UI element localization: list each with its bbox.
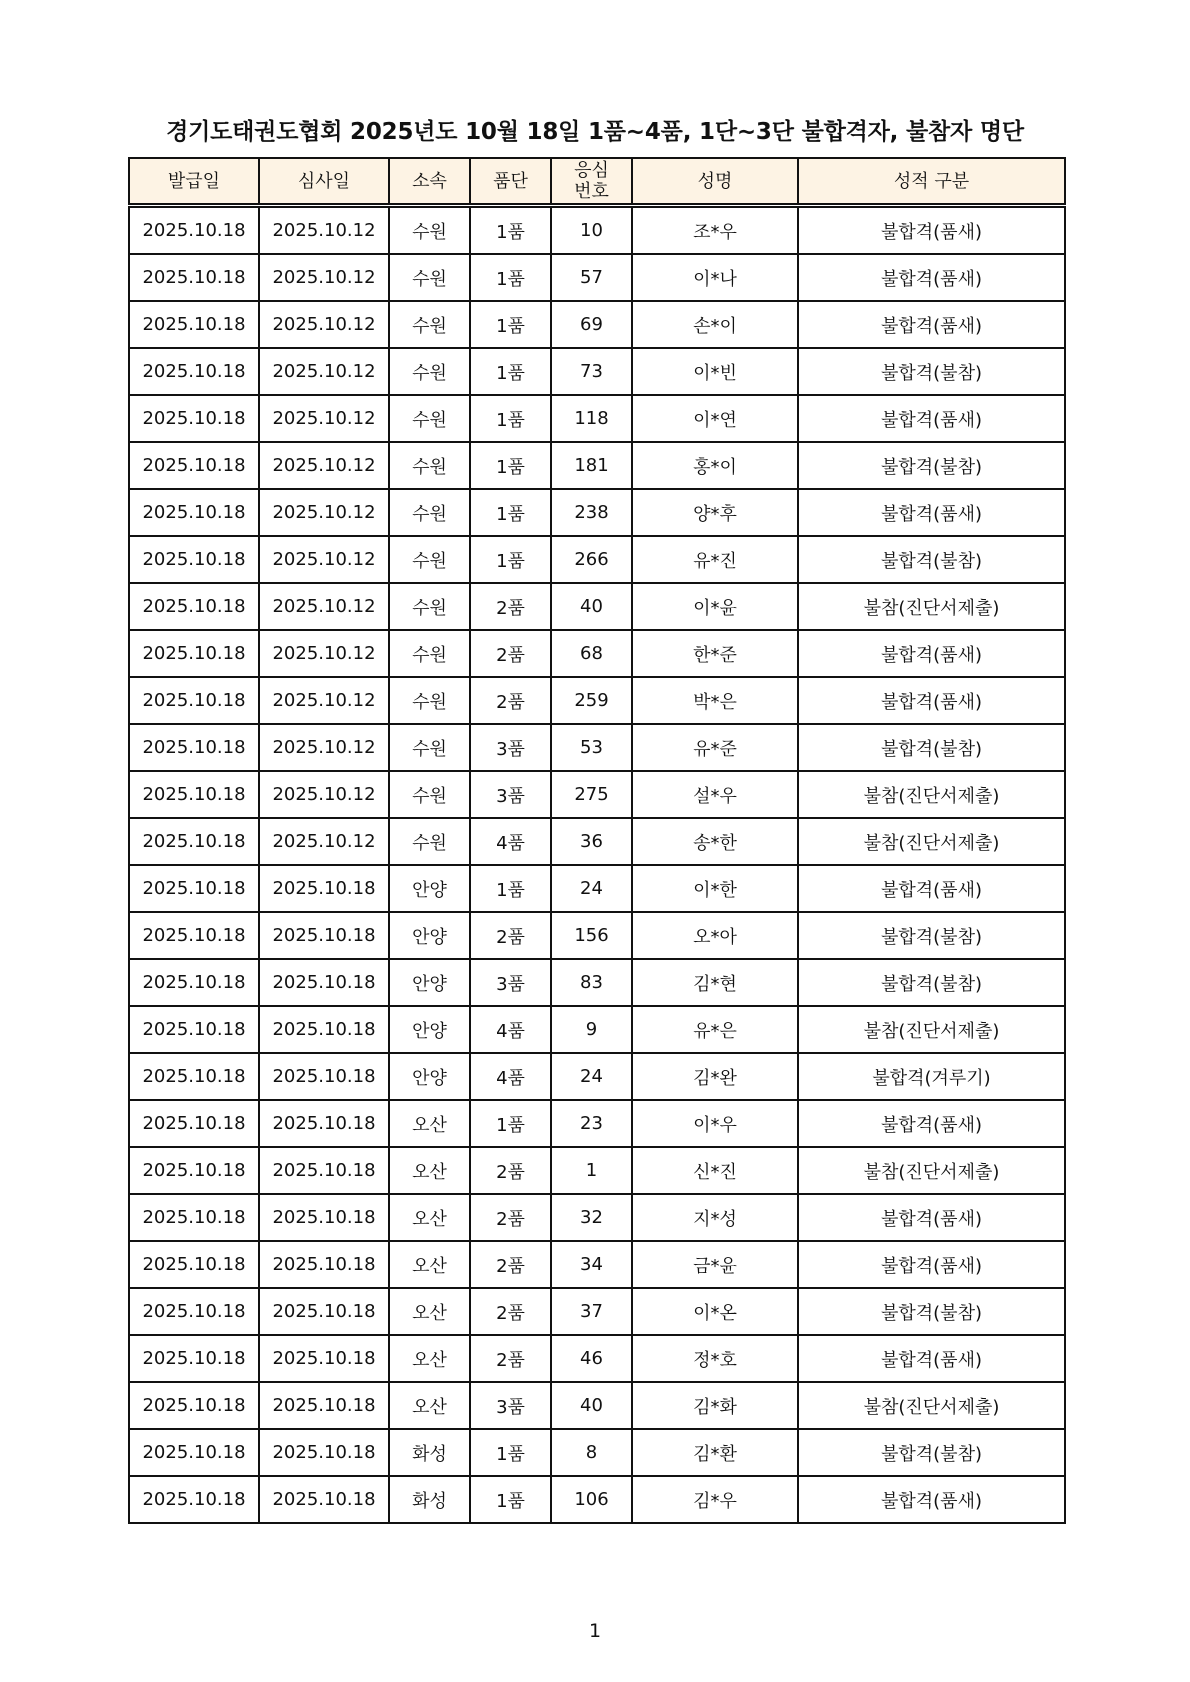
cell-name: 김*현 [632, 959, 798, 1006]
cell-name: 설*우 [632, 771, 798, 818]
cell-exam-date: 2025.10.18 [259, 1476, 389, 1523]
header-name: 성명 [632, 158, 798, 206]
cell-branch: 수원 [389, 630, 470, 677]
cell-branch: 안양 [389, 912, 470, 959]
table-row [129, 1335, 1065, 1382]
cell-exam-number: 53 [551, 724, 632, 771]
table-row [129, 583, 1065, 630]
cell-branch: 오산 [389, 1100, 470, 1147]
cell-exam-number: 106 [551, 1476, 632, 1523]
cell-rank: 2품 [470, 1288, 551, 1335]
cell-branch: 수원 [389, 348, 470, 395]
cell-result: 불합격(불참) [798, 1429, 1065, 1476]
header-rank: 품단 [470, 158, 551, 206]
cell-exam-date: 2025.10.18 [259, 1053, 389, 1100]
cell-exam-date: 2025.10.18 [259, 1429, 389, 1476]
cell-exam-number: 69 [551, 301, 632, 348]
cell-name: 손*이 [632, 301, 798, 348]
cell-name: 이*빈 [632, 348, 798, 395]
cell-rank: 3품 [470, 1382, 551, 1429]
cell-result: 불합격(품새) [798, 1100, 1065, 1147]
cell-rank: 3품 [470, 724, 551, 771]
cell-exam-number: 24 [551, 1053, 632, 1100]
cell-rank: 2품 [470, 1147, 551, 1194]
table-row [129, 1476, 1065, 1523]
cell-name: 김*완 [632, 1053, 798, 1100]
cell-name: 지*성 [632, 1194, 798, 1241]
cell-result: 불참(진단서제출) [798, 818, 1065, 865]
cell-rank: 4품 [470, 1053, 551, 1100]
cell-name: 조*우 [632, 206, 798, 255]
cell-exam-number: 238 [551, 489, 632, 536]
cell-rank: 1품 [470, 1100, 551, 1147]
cell-branch: 수원 [389, 771, 470, 818]
cell-name: 이*나 [632, 254, 798, 301]
cell-name: 양*후 [632, 489, 798, 536]
cell-name: 이*윤 [632, 583, 798, 630]
table-row [129, 1288, 1065, 1335]
cell-exam-date: 2025.10.12 [259, 818, 389, 865]
cell-rank: 1품 [470, 865, 551, 912]
cell-name: 신*진 [632, 1147, 798, 1194]
cell-exam-date: 2025.10.12 [259, 395, 389, 442]
cell-exam-date: 2025.10.12 [259, 348, 389, 395]
cell-rank: 1품 [470, 348, 551, 395]
table-row [129, 865, 1065, 912]
cell-exam-date: 2025.10.18 [259, 865, 389, 912]
cell-result: 불참(진단서제출) [798, 771, 1065, 818]
table-row [129, 724, 1065, 771]
cell-rank: 2품 [470, 912, 551, 959]
cell-exam-date: 2025.10.12 [259, 301, 389, 348]
cell-branch: 수원 [389, 677, 470, 724]
cell-exam-number: 37 [551, 1288, 632, 1335]
table-row [129, 254, 1065, 301]
cell-exam-number: 10 [551, 206, 632, 255]
header-row [129, 158, 1065, 206]
cell-exam-number: 40 [551, 583, 632, 630]
cell-name: 유*은 [632, 1006, 798, 1053]
table-row [129, 677, 1065, 724]
cell-branch: 안양 [389, 1053, 470, 1100]
cell-name: 이*한 [632, 865, 798, 912]
cell-issue-date: 2025.10.18 [129, 1429, 259, 1476]
cell-exam-number: 73 [551, 348, 632, 395]
table-row [129, 1100, 1065, 1147]
cell-rank: 1품 [470, 489, 551, 536]
cell-name: 박*은 [632, 677, 798, 724]
cell-exam-date: 2025.10.18 [259, 912, 389, 959]
cell-exam-number: 181 [551, 442, 632, 489]
results-table [128, 157, 1066, 1524]
cell-issue-date: 2025.10.18 [129, 489, 259, 536]
cell-branch: 오산 [389, 1147, 470, 1194]
cell-exam-number: 83 [551, 959, 632, 1006]
cell-exam-number: 46 [551, 1335, 632, 1382]
header-issue-date: 발급일 [129, 158, 259, 206]
cell-exam-date: 2025.10.18 [259, 1194, 389, 1241]
table-row [129, 1382, 1065, 1429]
table-row [129, 489, 1065, 536]
cell-name: 김*화 [632, 1382, 798, 1429]
cell-result: 불합격(품새) [798, 301, 1065, 348]
cell-issue-date: 2025.10.18 [129, 1335, 259, 1382]
cell-branch: 수원 [389, 254, 470, 301]
table-body [129, 206, 1065, 1524]
cell-branch: 수원 [389, 395, 470, 442]
cell-branch: 수원 [389, 206, 470, 255]
cell-rank: 3품 [470, 959, 551, 1006]
cell-result: 불합격(불참) [798, 348, 1065, 395]
table-row [129, 1053, 1065, 1100]
cell-issue-date: 2025.10.18 [129, 1053, 259, 1100]
cell-branch: 오산 [389, 1382, 470, 1429]
cell-exam-date: 2025.10.18 [259, 1335, 389, 1382]
document-title: 경기도태권도협회 2025년도 10월 18일 1품~4품, 1단~3단 불합격자, 불참자 명단 [166, 119, 1024, 145]
cell-branch: 수원 [389, 442, 470, 489]
cell-rank: 2품 [470, 1241, 551, 1288]
cell-issue-date: 2025.10.18 [129, 395, 259, 442]
cell-branch: 오산 [389, 1241, 470, 1288]
table-row [129, 1147, 1065, 1194]
cell-issue-date: 2025.10.18 [129, 1476, 259, 1523]
cell-issue-date: 2025.10.18 [129, 301, 259, 348]
cell-branch: 화성 [389, 1429, 470, 1476]
cell-exam-date: 2025.10.12 [259, 536, 389, 583]
cell-exam-number: 9 [551, 1006, 632, 1053]
cell-name: 유*준 [632, 724, 798, 771]
cell-result: 불합격(품새) [798, 254, 1065, 301]
table-row [129, 348, 1065, 395]
cell-exam-date: 2025.10.18 [259, 1147, 389, 1194]
cell-exam-number: 275 [551, 771, 632, 818]
cell-result: 불합격(품새) [798, 1194, 1065, 1241]
cell-exam-number: 24 [551, 865, 632, 912]
cell-result: 불참(진단서제출) [798, 583, 1065, 630]
cell-exam-number: 40 [551, 1382, 632, 1429]
cell-result: 불합격(불참) [798, 912, 1065, 959]
header-exam-number-line2: 번호 [574, 181, 609, 202]
cell-rank: 1품 [470, 1476, 551, 1523]
cell-exam-date: 2025.10.18 [259, 1382, 389, 1429]
cell-issue-date: 2025.10.18 [129, 677, 259, 724]
cell-name: 김*환 [632, 1429, 798, 1476]
cell-result: 불합격(품새) [798, 1241, 1065, 1288]
cell-exam-date: 2025.10.12 [259, 724, 389, 771]
cell-issue-date: 2025.10.18 [129, 724, 259, 771]
cell-name: 한*준 [632, 630, 798, 677]
cell-exam-number: 118 [551, 395, 632, 442]
cell-issue-date: 2025.10.18 [129, 1006, 259, 1053]
cell-issue-date: 2025.10.18 [129, 348, 259, 395]
header-exam-date: 심사일 [259, 158, 389, 206]
cell-rank: 3품 [470, 771, 551, 818]
cell-issue-date: 2025.10.18 [129, 1241, 259, 1288]
cell-issue-date: 2025.10.18 [129, 865, 259, 912]
header-exam-number-line1: 응심 [574, 160, 609, 181]
table-row [129, 395, 1065, 442]
cell-exam-number: 266 [551, 536, 632, 583]
table-row [129, 442, 1065, 489]
cell-exam-number: 36 [551, 818, 632, 865]
cell-name: 금*윤 [632, 1241, 798, 1288]
cell-issue-date: 2025.10.18 [129, 536, 259, 583]
cell-name: 김*우 [632, 1476, 798, 1523]
cell-rank: 2품 [470, 1194, 551, 1241]
cell-result: 불합격(품새) [798, 1476, 1065, 1523]
cell-exam-date: 2025.10.12 [259, 489, 389, 536]
cell-result: 불합격(겨루기) [798, 1053, 1065, 1100]
cell-exam-number: 1 [551, 1147, 632, 1194]
cell-rank: 1품 [470, 395, 551, 442]
cell-name: 오*아 [632, 912, 798, 959]
cell-issue-date: 2025.10.18 [129, 206, 259, 255]
cell-issue-date: 2025.10.18 [129, 254, 259, 301]
cell-rank: 4품 [470, 1006, 551, 1053]
cell-exam-number: 34 [551, 1241, 632, 1288]
cell-branch: 수원 [389, 489, 470, 536]
cell-branch: 오산 [389, 1288, 470, 1335]
cell-result: 불합격(불참) [798, 536, 1065, 583]
cell-exam-date: 2025.10.12 [259, 206, 389, 255]
header-result: 성적 구분 [798, 158, 1065, 206]
cell-issue-date: 2025.10.18 [129, 583, 259, 630]
cell-rank: 1품 [470, 301, 551, 348]
cell-result: 불합격(불참) [798, 1288, 1065, 1335]
cell-issue-date: 2025.10.18 [129, 630, 259, 677]
cell-result: 불합격(품새) [798, 1335, 1065, 1382]
table-row [129, 301, 1065, 348]
cell-result: 불합격(불참) [798, 442, 1065, 489]
cell-rank: 2품 [470, 583, 551, 630]
cell-name: 홍*이 [632, 442, 798, 489]
table-row [129, 1194, 1065, 1241]
cell-issue-date: 2025.10.18 [129, 1100, 259, 1147]
cell-rank: 1품 [470, 536, 551, 583]
cell-exam-number: 23 [551, 1100, 632, 1147]
cell-branch: 오산 [389, 1194, 470, 1241]
cell-exam-date: 2025.10.18 [259, 1006, 389, 1053]
cell-branch: 안양 [389, 865, 470, 912]
cell-issue-date: 2025.10.18 [129, 771, 259, 818]
cell-name: 이*온 [632, 1288, 798, 1335]
cell-result: 불참(진단서제출) [798, 1382, 1065, 1429]
cell-issue-date: 2025.10.18 [129, 1147, 259, 1194]
cell-issue-date: 2025.10.18 [129, 1288, 259, 1335]
cell-exam-date: 2025.10.18 [259, 1100, 389, 1147]
cell-result: 불합격(품새) [798, 630, 1065, 677]
table-row [129, 536, 1065, 583]
cell-rank: 2품 [470, 630, 551, 677]
cell-exam-number: 68 [551, 630, 632, 677]
cell-result: 불합격(품새) [798, 206, 1065, 255]
table-row [129, 206, 1065, 255]
cell-exam-date: 2025.10.12 [259, 254, 389, 301]
cell-name: 정*호 [632, 1335, 798, 1382]
cell-issue-date: 2025.10.18 [129, 442, 259, 489]
cell-rank: 2품 [470, 1335, 551, 1382]
table-header [129, 158, 1065, 206]
cell-issue-date: 2025.10.18 [129, 1194, 259, 1241]
page-number: 1 [588, 1620, 602, 1642]
table-row [129, 1429, 1065, 1476]
results-table-container [128, 157, 1066, 1524]
table-row [129, 1241, 1065, 1288]
cell-exam-number: 259 [551, 677, 632, 724]
cell-branch: 수원 [389, 583, 470, 630]
cell-rank: 1품 [470, 1429, 551, 1476]
cell-result: 불합격(불참) [798, 959, 1065, 1006]
cell-issue-date: 2025.10.18 [129, 818, 259, 865]
cell-result: 불참(진단서제출) [798, 1147, 1065, 1194]
cell-branch: 화성 [389, 1476, 470, 1523]
cell-exam-date: 2025.10.18 [259, 1288, 389, 1335]
cell-name: 이*연 [632, 395, 798, 442]
cell-result: 불참(진단서제출) [798, 1006, 1065, 1053]
cell-exam-number: 32 [551, 1194, 632, 1241]
table-row [129, 1006, 1065, 1053]
cell-branch: 안양 [389, 959, 470, 1006]
cell-branch: 오산 [389, 1335, 470, 1382]
header-branch: 소속 [389, 158, 470, 206]
cell-branch: 안양 [389, 1006, 470, 1053]
cell-result: 불합격(품새) [798, 489, 1065, 536]
cell-rank: 4품 [470, 818, 551, 865]
cell-issue-date: 2025.10.18 [129, 912, 259, 959]
cell-branch: 수원 [389, 724, 470, 771]
cell-rank: 1품 [470, 254, 551, 301]
cell-issue-date: 2025.10.18 [129, 1382, 259, 1429]
cell-name: 유*진 [632, 536, 798, 583]
cell-branch: 수원 [389, 818, 470, 865]
cell-name: 송*한 [632, 818, 798, 865]
cell-exam-number: 8 [551, 1429, 632, 1476]
header-exam-number [551, 158, 632, 206]
cell-result: 불합격(불참) [798, 724, 1065, 771]
cell-branch: 수원 [389, 536, 470, 583]
cell-exam-date: 2025.10.18 [259, 1241, 389, 1288]
table-row [129, 912, 1065, 959]
cell-exam-date: 2025.10.12 [259, 771, 389, 818]
cell-rank: 1품 [470, 206, 551, 255]
cell-exam-date: 2025.10.12 [259, 630, 389, 677]
table-row [129, 959, 1065, 1006]
cell-rank: 1품 [470, 442, 551, 489]
cell-result: 불합격(품새) [798, 395, 1065, 442]
cell-exam-date: 2025.10.12 [259, 677, 389, 724]
cell-issue-date: 2025.10.18 [129, 959, 259, 1006]
table-row [129, 818, 1065, 865]
cell-exam-number: 57 [551, 254, 632, 301]
cell-name: 이*우 [632, 1100, 798, 1147]
cell-exam-date: 2025.10.18 [259, 959, 389, 1006]
cell-result: 불합격(품새) [798, 865, 1065, 912]
cell-exam-date: 2025.10.12 [259, 583, 389, 630]
table-row [129, 630, 1065, 677]
cell-exam-date: 2025.10.12 [259, 442, 389, 489]
cell-rank: 2품 [470, 677, 551, 724]
cell-exam-number: 156 [551, 912, 632, 959]
table-row [129, 771, 1065, 818]
cell-branch: 수원 [389, 301, 470, 348]
cell-result: 불합격(품새) [798, 677, 1065, 724]
